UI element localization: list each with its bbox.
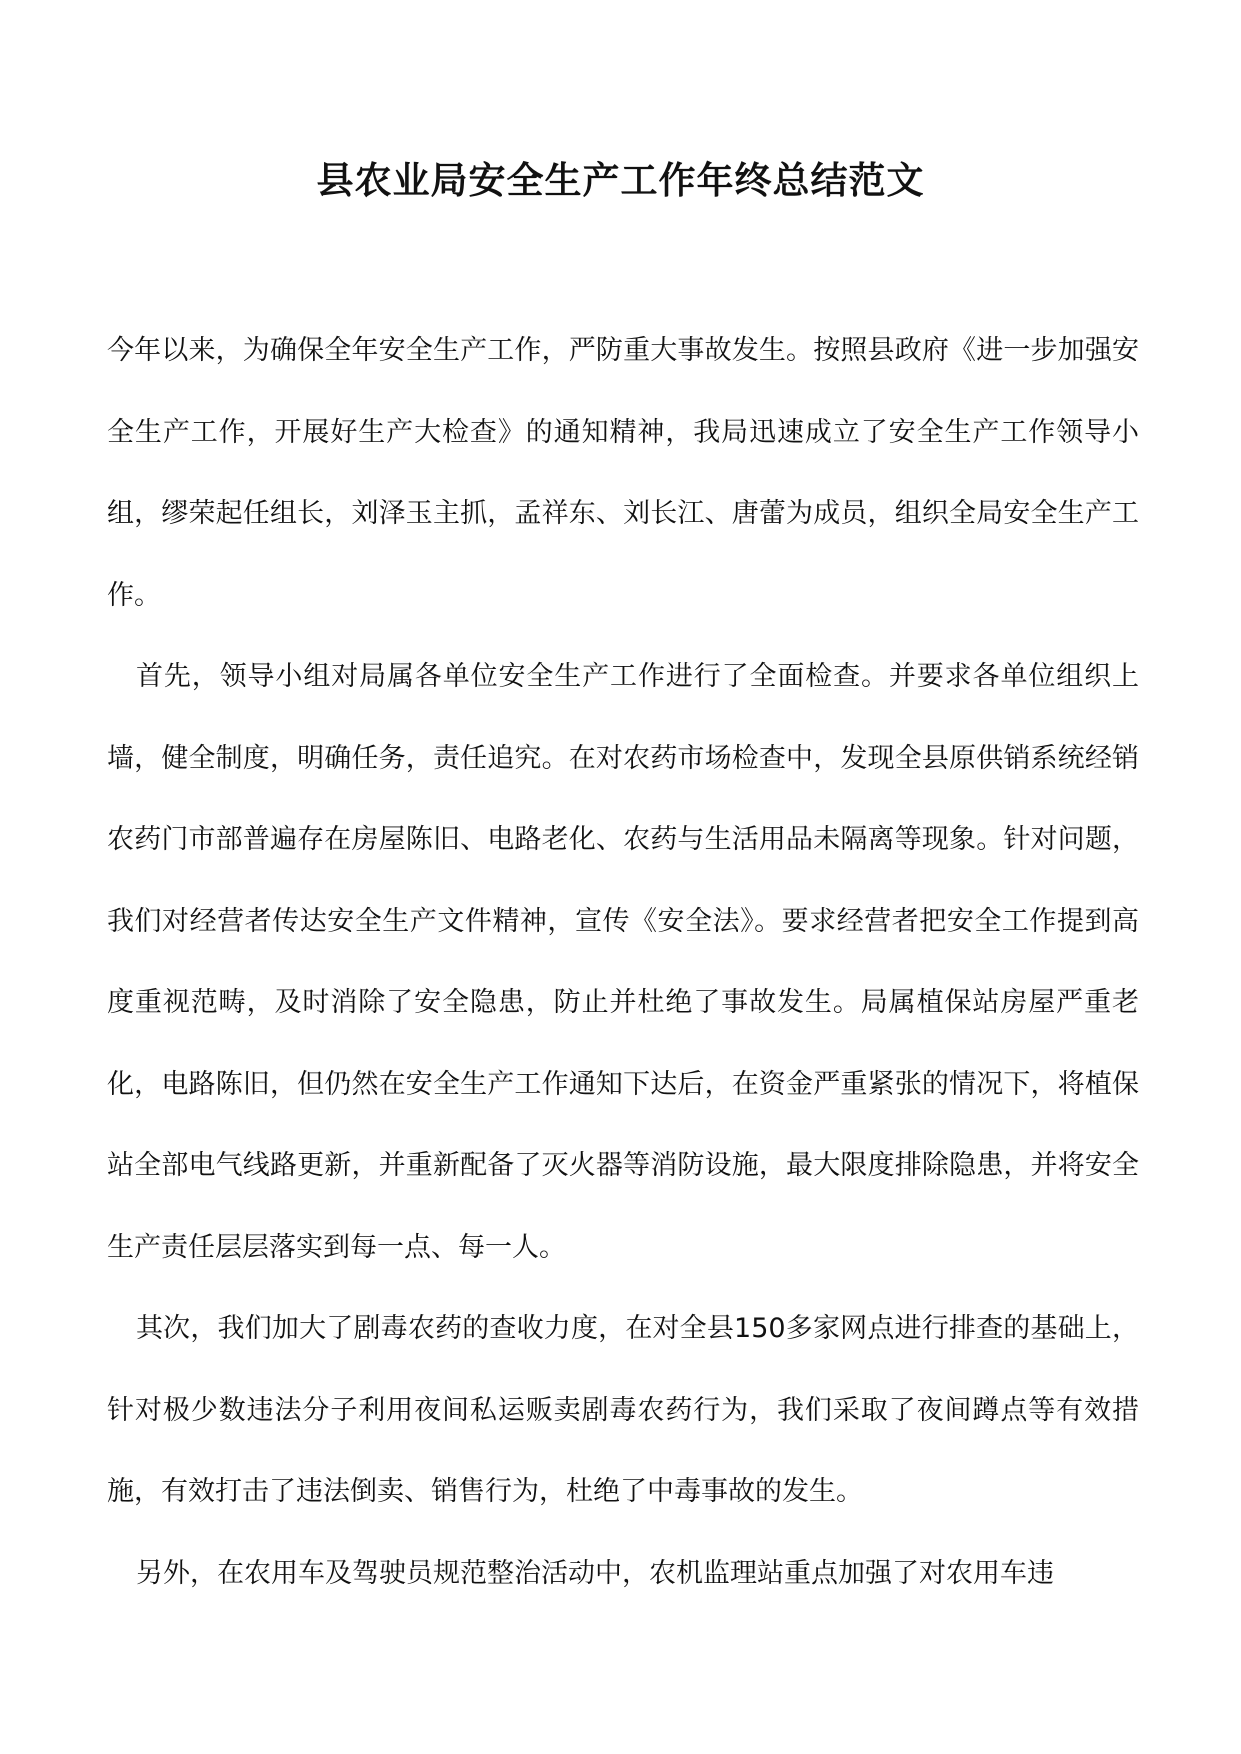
paragraph-2: 首先，领导小组对局属各单位安全生产工作进行了全面检查。并要求各单位组织上墙，健全制度，明确任务，责任追究。在对农药市场检查中，发现全县原供销系统经销农药门市部普遍存在房屋陈旧、电路老化、农药与生活用品未隔离等现象。针对问题，我们对经营者传达安全生产文件精神，宣传《安全法》。要求经营者把安全工作提到高度重视范畴，及时消除了安全隐患，防止并杜绝了事故发生。局属植保站房屋严重老化，电路陈旧，但仍然在安全生产工作通知下达后，在资金严重紧张的情况下，将植保站全部电气线路更新，并重新配备了灭火器等消防设施，最大限度排除隐患，并将安全生产责任层层落实到每一点、每一人。 [107,661,1139,1263]
paragraph-4: 另外，在农用车及驾驶员规范整治活动中，农机监理站重点加强了对农用车违 [136,1557,1054,1589]
document-title: 县农业局安全生产工作年终总结范文 [316,158,925,202]
paragraph-1: 今年以来，为确保全年安全生产工作，严防重大事故发生。按照县政府《进一步加强安全生产工作，开展好生产大检查》的通知精神，我局迅速成立了安全生产工作领导小组，缪荣起任组长，刘泽玉主抓，孟祥东、刘长江、唐蕾为成员，组织全局安全生产工作。 [107,335,1139,611]
paragraph-3: 其次，我们加大了剧毒农药的查收力度，在对全县150多家网点进行排查的基础上，针对极少数违法分子利用夜间私运贩卖剧毒农药行为，我们采取了夜间蹲点等有效措施，有效打击了违法倒卖、销售行为，杜绝了中毒事故的发生。 [107,1313,1139,1507]
document-body [107,332,1139,1614]
